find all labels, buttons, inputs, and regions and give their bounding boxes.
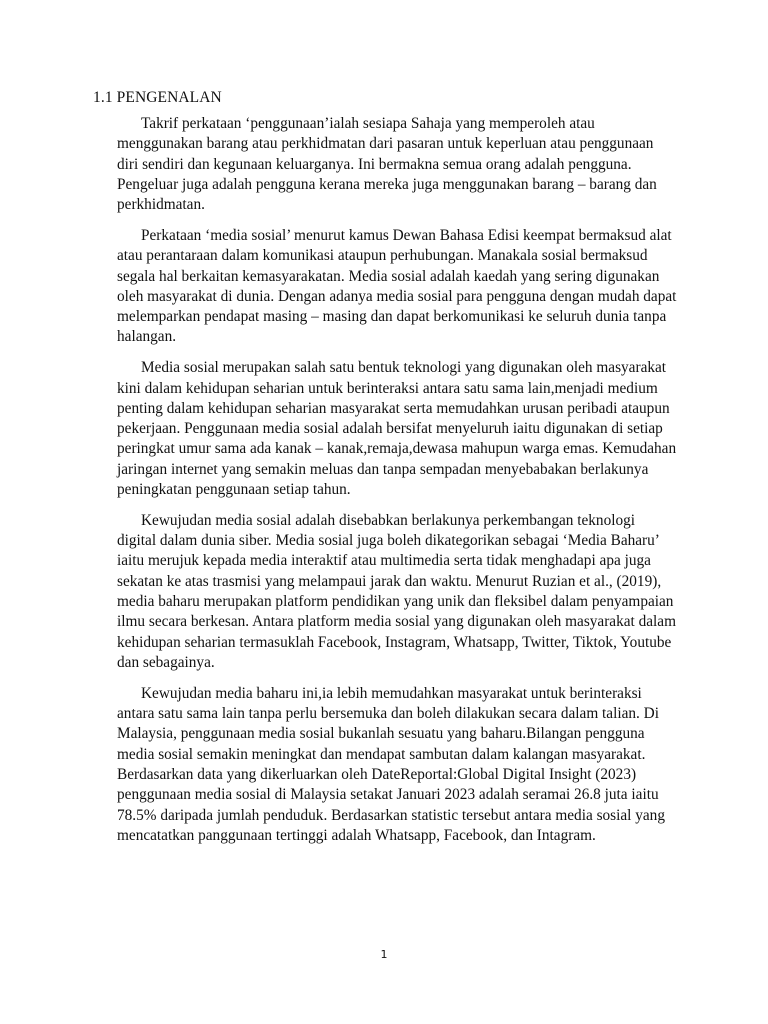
paragraph-3: Media sosial merupakan salah satu bentuk teknologi yang digunakan oleh masyarakat kini dalam kehidupan seharian untuk berinteraksi antara satu sama lain,menjadi medium penting dalam kehidupan seharian masyarakat serta memudahkan urusan peribadi ataupun pekerjaan. Penggunaan media sosial adalah bersifat menyeluruh iaitu digunakan di setiap peringkat umur sama ada kanak – kanak,remaja,dewasa mahupun warga emas. Kemudahan jaringan internet yang semakin meluas dan tanpa sempadan menyebabakan berlakunya peningkatan penggunaan setiap tahun. <box>117 359 677 499</box>
paragraph-4: Kewujudan media sosial adalah disebabkan berlakunya perkembangan teknologi digital dalam dunia siber. Media sosial juga boleh dikategorikan sebagai ‘Media Baharu’ iaitu merujuk kepada media interaktif atau multimedia serta tidak menghadapi apa juga sekatan ke atas trasmisi yang melampaui jarak dan waktu. Menurut Ruzian et al., (2019), media baharu merupakan platform pendidikan yang unik dan fleksibel dalam penyampaian ilmu secara berkesan. Antara platform media sosial yang digunakan oleh masyarakat dalam kehidupan seharian termasuklah Facebook, Instagram, Whatsapp, Twitter, Tiktok, Youtube dan sebagainya. <box>117 511 676 671</box>
paragraph-5: Kewujudan media baharu ini,ia lebih memudahkan masyarakat untuk berinteraksi antara satu sama lain tanpa perlu bersemuka dan boleh dilakukan secara dalam talian. Di Malaysia, penggunaan media sosial bukanlah sesuatu yang baharu.Bilangan pengguna media sosial semakin meningkat dan mendapat sambutan dalam kalangan masyarakat. Berdasarkan data yang dikerluarkan oleh DateReportal:Global Digital Insight (2023) penggunaan media sosial di Malaysia setakat Januari 2023 adalah seramai 26.8 juta iaitu 78.5% daripada jumlah penduduk. Berdasarkan statistic tersebut antara media sosial yang mencatatkan panggunaan tertinggi adalah Whatsapp, Facebook, dan Intagram. <box>117 684 665 844</box>
body-text <box>117 114 677 857</box>
paragraph-2: Perkataan ‘media sosial’ menurut kamus Dewan Bahasa Edisi keempat bermaksud alat atau perantaraan dalam komunikasi ataupun perhubungan. Manakala sosial bermaksud segala hal berkaitan kemasyarakatan. Media sosial adalah kaedah yang sering digunakan oleh masyarakat di dunia. Dengan adanya media sosial para pengguna dengan mudah dapat melemparkan pendapat masing – masing dan dapat berkomunikasi ke seluruh dunia tanpa halangan. <box>117 226 677 346</box>
paragraph-1: Takrif perkataan ‘penggunaan’ialah sesiapa Sahaja yang memperoleh atau menggunakan barang atau perkhidmatan dari pasaran untuk keperluan atau penggunaan diri sendiri dan kegunaan keluarganya. Ini bermakna semua orang adalah pengguna. Pengeluar juga adalah pengguna kerana mereka juga menggunakan barang – barang dan perkhidmatan. <box>117 115 657 214</box>
section-heading: 1.1 PENGENALAN <box>93 89 222 106</box>
page-number: 1 <box>380 948 388 961</box>
